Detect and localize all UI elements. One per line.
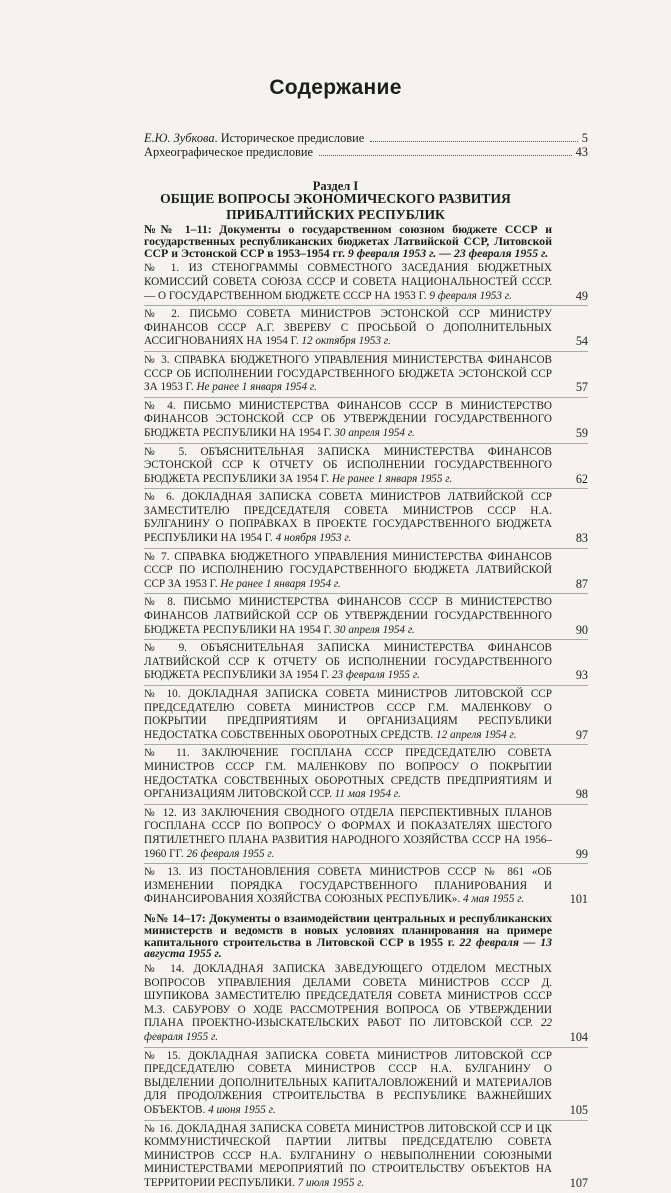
toc-entry[interactable]	[144, 397, 588, 443]
group-heading: №№ 14–17: Документы о взаимодействии центральных и республиканских министерств и ведомств в новых условиях планирования на примере капитального строительства в Литовской ССР в 1955 г. 22 февраля — 13 августа 1955 г.	[144, 910, 552, 961]
entry-title: № 13. ИЗ ПОСТАНОВЛЕНИЯ СОВЕТА МИНИСТРОВ СССР № 861 «ОБ ИЗМЕНЕНИИ ПОРЯДКА ГОСУДАРСТВЕННОГО ПЛАНИРОВАНИЯ И ФИНАНСИРОВАНИЯ ХОЗЯЙСТВА СОЮЗНЫХ РЕСПУБЛИК».	[144, 866, 552, 906]
entry-list	[144, 961, 588, 1193]
entry-title: № 12. ИЗ ЗАКЛЮЧЕНИЯ СВОДНОГО ОТДЕЛА ПЕРСПЕКТИВНЫХ ПЛАНОВ ГОСПЛАНА СССР ПО ВОПРОСУ О ФОРМАХ И ПОКАЗАТЕЛЯХ ШЕСТОГО ПЯТИЛЕТНЕГО ПЛАНА РАЗВИТИЯ НАРОДНОГО ХОЗЯЙСТВА СССР НА 1956–1960 ГГ.	[144, 806, 552, 860]
entry-title: № 3. СПРАВКА БЮДЖЕТНОГО УПРАВЛЕНИЯ МИНИСТЕРСТВА ФИНАНСОВ СССР ОБ ИСПОЛНЕНИИ ГОСУДАРСТВЕННОГО БЮДЖЕТА ЭСТОНСКОЙ ССР ЗА 1953 Г.	[144, 353, 552, 394]
toc-entry[interactable]	[144, 443, 588, 489]
entry-date: 30 апреля 1954 г.	[334, 623, 415, 636]
front-matter-author: Е.Ю. Зубкова	[144, 131, 215, 145]
entry-list	[144, 260, 588, 909]
toc-entry[interactable]	[144, 548, 588, 594]
page-number: 107	[569, 1176, 588, 1191]
section-number: Раздел I	[312, 179, 359, 193]
page-number: 49	[575, 288, 588, 303]
entry-date: Не ранее 1 января 1955 г.	[331, 472, 453, 485]
toc-entry[interactable]	[144, 863, 588, 909]
page-number: 98	[575, 787, 588, 802]
page-number: 57	[575, 380, 588, 395]
entry-date: 4 ноября 1953 г.	[275, 532, 352, 545]
entry-date: 9 февраля 1953 г.	[429, 289, 512, 302]
entry-title: № 1. ИЗ СТЕНОГРАММЫ СОВМЕСТНОГО ЗАСЕДАНИЯ БЮДЖЕТНЫХ КОМИССИЙ СОВЕТА СОЮЗА СССР И СОВЕТА НАЦИОНАЛЬНОСТЕЙ СССР. — О ГОСУДАРСТВЕННОМ БЮДЖЕТЕ СССР НА 1953 Г.	[144, 262, 552, 302]
entry-title: № 5. ОБЪЯСНИТЕЛЬНАЯ ЗАПИСКА МИНИСТЕРСТВА ФИНАНСОВ ЭСТОНСКОЙ ССР К ОТЧЕТУ ОБ ИСПОЛНЕНИИ ГОСУДАРСТВЕННОГО БЮДЖЕТА РЕСПУБЛИКИ ЗА 1954 Г.	[144, 445, 552, 485]
page-title: Содержание	[269, 76, 402, 99]
page-number: 99	[575, 846, 588, 861]
front-matter-text: Археографическое предисловие	[144, 144, 313, 159]
entry-date: 4 июня 1955 г.	[208, 1104, 276, 1117]
page-number: 83	[575, 531, 588, 546]
entry-title: № 7. СПРАВКА БЮДЖЕТНОГО УПРАВЛЕНИЯ МИНИСТЕРСТВА ФИНАНСОВ СССР ПО ИСПОЛНЕНИЮ ГОСУДАРСТВЕННОГО БЮДЖЕТА ЛАТВИЙСКОЙ ССР ЗА 1953 Г.	[144, 550, 552, 590]
entry-title: № 14. ДОКЛАДНАЯ ЗАПИСКА ЗАВЕДУЮЩЕГО ОТДЕЛОМ МЕСТНЫХ ВОПРОСОВ УПРАВЛЕНИЯ ДЕЛАМИ СОВЕТА МИНИСТРОВ СССР Д. ШУПИКОВА ЗАМЕСТИТЕЛЮ ПРЕДСЕДАТЕЛЯ СОВЕТА МИНИСТРОВ СССР М.З. САБУРОВУ О ХОДЕ РАССМОТРЕНИЯ ВОПРОСА ОБ УТВЕРЖДЕНИИ ПЛАНА ПРОЕКТНО-ИЗЫСКАТЕЛЬСКИХ РАБОТ ПО ЛИТОВСКОЙ ССР.	[144, 963, 552, 1030]
entry-title: № 8. ПИСЬМО МИНИСТЕРСТВА ФИНАНСОВ СССР В МИНИСТЕРСТВО ФИНАНСОВ ЛАТВИЙСКОЙ ССР ОБ УТВЕРЖДЕНИИ ГОСУДАРСТВЕННОГО БЮДЖЕТА РЕСПУБЛИКИ НА 1954 Г.	[144, 596, 552, 636]
dot-leader	[370, 141, 578, 142]
group-dates: 22 февраля — 13 августа 1955 г.	[144, 934, 552, 961]
toc-entry[interactable]	[144, 744, 588, 803]
section-title: ОБЩИЕ ВОПРОСЫ ЭКОНОМИЧЕСКОГО РАЗВИТИЯ ПРИБАЛТИЙСКИХ РЕСПУБЛИК	[160, 191, 511, 222]
front-matter-row	[144, 132, 588, 146]
entry-date: Не ранее 1 января 1954 г.	[220, 577, 341, 590]
page-number: 87	[575, 576, 588, 591]
toc-entry[interactable]	[144, 961, 588, 1047]
entry-date: 11 мая 1954 г.	[334, 788, 401, 801]
entry-title: № 4. ПИСЬМО МИНИСТЕРСТВА ФИНАНСОВ СССР В МИНИСТЕРСТВО ФИНАНСОВ ЭСТОНСКОЙ ССР ОБ УТВЕРЖДЕНИИ ГОСУДАРСТВЕННОГО БЮДЖЕТА РЕСПУБЛИКИ НА 1954 Г.	[144, 399, 552, 439]
entry-title: № 6. ДОКЛАДНАЯ ЗАПИСКА СОВЕТА МИНИСТРОВ ЛАТВИЙСКОЙ ССР ЗАМЕСТИТЕЛЮ ПРЕДСЕДАТЕЛЯ СОВЕТА МИНИСТРОВ СССР Н.А. БУЛГАНИНУ О ПОПРАВКАХ В ПРОЕКТЕ ГОСУДАРСТВЕННОГО БЮДЖЕТА РЕСПУБЛИКИ НА 1954 Г.	[144, 491, 552, 545]
entry-title: № 11. ЗАКЛЮЧЕНИЕ ГОСПЛАНА СССР ПРЕДСЕДАТЕЛЮ СОВЕТА МИНИСТРОВ СССР Г.М. МАЛЕНКОВУ ПО ВОПРОСУ О ПОКРЫТИИ НЕДОСТАТКА СОБСТВЕННЫХ ОБОРОТНЫХ СРЕДСТВ ПРЕДПРИЯТИЯМ И ОРГАНИЗАЦИЯМ ЛИТОВСКОЙ ССР.	[144, 747, 552, 801]
entry-title: № 15. ДОКЛАДНАЯ ЗАПИСКА СОВЕТА МИНИСТРОВ ЛИТОВСКОЙ ССР ПРЕДСЕДАТЕЛЮ СОВЕТА МИНИСТРОВ СССР Н.А. БУЛГАНИНУ О ВЫДЕЛЕНИИ ДОПОЛНИТЕЛЬНЫХ КАПИТАЛОВЛОЖЕНИЙ И МАТЕРИАЛОВ ДЛЯ ПРОДОЛЖЕНИЯ СТРОИТЕЛЬСТВА В РЕСПУБЛИКЕ ВАЖНЕЙШИХ ОБЪЕКТОВ.	[144, 1049, 552, 1117]
page-number: 105	[569, 1103, 588, 1118]
entry-title: № 16. ДОКЛАДНАЯ ЗАПИСКА СОВЕТА МИНИСТРОВ ЛИТОВСКОЙ ССР И ЦК КОММУНИСТИЧЕСКОЙ ПАРТИИ ЛИТВЫ ПРЕДСЕДАТЕЛЮ СОВЕТА МИНИСТРОВ СССР Н.А. БУЛГАНИНУ О НЕВЫПОЛНЕНИИ СОЮЗНЫМИ МИНИСТЕРСТВАМИ МЕРОПРИЯТИЙ ПО СТРОИТЕЛЬСТВУ ОБЪЕКТОВ НА ТЕРРИТОРИИ РЕСПУБЛИКИ.	[144, 1122, 552, 1190]
page-number: 43	[575, 144, 588, 159]
toc-entry[interactable]	[144, 260, 588, 305]
toc-entry[interactable]	[144, 639, 588, 685]
entry-date: 30 апреля 1954 г.	[334, 426, 415, 439]
page-number: 62	[575, 471, 588, 486]
toc-entry[interactable]	[144, 804, 588, 863]
entry-date: 12 октября 1953 г.	[301, 335, 391, 348]
page-number: 5	[581, 131, 588, 145]
entry-date: Не ранее 1 января 1954 г.	[196, 381, 317, 394]
page-number: 90	[575, 622, 588, 637]
entry-date: 22 февраля 1955 г.	[144, 1017, 552, 1044]
front-matter-row	[144, 146, 588, 160]
toc-content	[144, 224, 588, 1193]
entry-date: 23 февраля 1955 г.	[331, 669, 420, 682]
page-number: 54	[575, 334, 588, 349]
entry-date: 26 февраля 1955 г.	[186, 847, 275, 860]
page-number: 104	[569, 1030, 588, 1045]
entry-date: 4 мая 1955 г.	[462, 893, 525, 906]
toc-entry[interactable]	[144, 488, 588, 547]
group-heading: №№ 1–11: Документы о государственном союзном бюджете СССР и государственных республиканских бюджетах Латвийской ССР, Литовской ССР и Эстонской ССР в 1953–1954 гг. 9 февраля 1953 г. — 23 февраля 1955 г.	[144, 222, 552, 260]
front-matter-text: Е.Ю. Зубкова. Историческое предисловие	[144, 131, 365, 145]
toc-entry[interactable]	[144, 1120, 588, 1193]
page-number: 93	[575, 668, 588, 683]
toc-entry[interactable]	[144, 305, 588, 351]
page-number: 97	[575, 727, 588, 742]
toc-entry[interactable]	[144, 351, 588, 397]
entry-title: № 2. ПИСЬМО СОВЕТА МИНИСТРОВ ЭСТОНСКОЙ ССР МИНИСТРУ ФИНАНСОВ СССР А.Г. ЗВЕРЕВУ С ПРОСЬБОЙ О ДОПОЛНИТЕЛЬНЫХ АССИГНОВАНИЯХ НА 1954 Г.	[144, 308, 552, 348]
toc-entry[interactable]	[144, 593, 588, 639]
entry-title: № 10. ДОКЛАДНАЯ ЗАПИСКА СОВЕТА МИНИСТРОВ ЛИТОВСКОЙ ССР ПРЕДСЕДАТЕЛЮ СОВЕТА МИНИСТРОВ СССР Г.М. МАЛЕНКОВУ О ПОКРЫТИИ ПРЕДПРИЯТИЯМ И ОРГАНИЗАЦИЯМ РЕСПУБЛИКИ НЕДОСТАТКА СОБСТВЕННЫХ ОБОРОТНЫХ СРЕДСТВ.	[144, 688, 552, 741]
entry-title: № 9. ОБЪЯСНИТЕЛЬНАЯ ЗАПИСКА МИНИСТЕРСТВА ФИНАНСОВ ЛАТВИЙСКОЙ ССР К ОТЧЕТУ ОБ ИСПОЛНЕНИИ ГОСУДАРСТВЕННОГО БЮДЖЕТА РЕСПУБЛИКИ ЗА 1954 Г.	[144, 642, 552, 682]
entry-date: 7 июля 1955 г.	[297, 1177, 365, 1190]
page-number: 101	[569, 892, 588, 907]
dot-leader	[319, 155, 572, 156]
toc-entry[interactable]	[144, 685, 588, 744]
front-matter	[144, 132, 588, 159]
toc-entry[interactable]	[144, 1047, 588, 1120]
page-number: 59	[575, 425, 588, 440]
group-dates: 9 февраля 1953 г. — 23 февраля 1955 г.	[347, 245, 549, 260]
entry-date: 12 апреля 1954 г.	[436, 728, 517, 741]
